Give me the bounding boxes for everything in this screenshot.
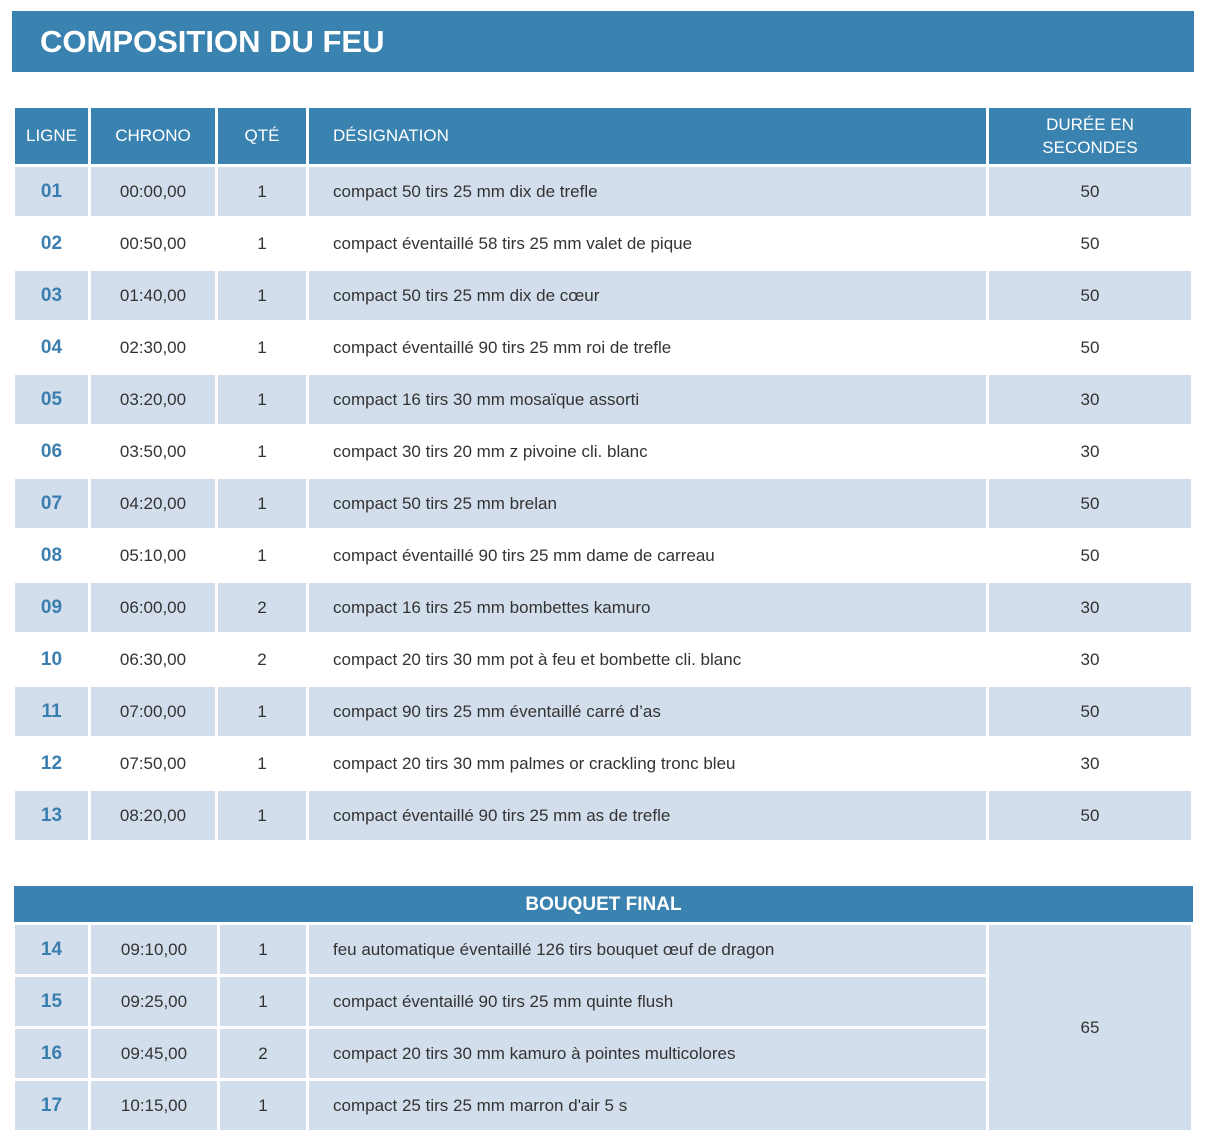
designation-cell: compact 20 tirs 30 mm palmes or crackling tronc bleu [333, 753, 736, 773]
chrono-cell: 04:20,00 [91, 479, 215, 528]
duree-cell: 30 [989, 375, 1191, 424]
designation-cell: feu automatique éventaillé 126 tirs bouquet œuf de dragon [309, 925, 986, 974]
composition-table [12, 105, 1194, 843]
qte-cell: 1 [220, 977, 306, 1026]
table-row [15, 687, 1191, 736]
table-row [15, 427, 1191, 476]
bouquet-final-banner: BOUQUET FINAL [14, 886, 1193, 922]
qte-cell: 1 [218, 167, 306, 216]
table-row [15, 635, 1191, 684]
duree-cell: 50 [989, 271, 1191, 320]
ligne-cell: 16 [15, 1029, 88, 1078]
ligne-cell: 04 [40, 336, 63, 358]
ligne-cell: 03 [15, 271, 88, 320]
chrono-cell: 06:30,00 [119, 649, 187, 669]
duree-cell: 30 [1080, 649, 1100, 669]
duree-cell: 50 [989, 479, 1191, 528]
ligne-cell: 08 [40, 544, 63, 566]
duree-cell: 30 [989, 583, 1191, 632]
table-row [15, 323, 1191, 372]
qte-cell: 1 [218, 479, 306, 528]
table-row [15, 739, 1191, 788]
designation-cell: compact 50 tirs 25 mm dix de cœur [309, 271, 986, 320]
designation-cell: compact éventaillé 90 tirs 25 mm as de trefle [309, 791, 986, 840]
ligne-cell: 01 [15, 167, 88, 216]
chrono-cell: 09:45,00 [91, 1029, 217, 1078]
qte-cell: 2 [257, 649, 267, 669]
chrono-cell: 07:00,00 [91, 687, 215, 736]
table-row [15, 167, 1191, 216]
qte-cell: 1 [220, 925, 306, 974]
designation-cell: compact 20 tirs 30 mm pot à feu et bombette cli. blanc [333, 649, 742, 669]
designation-cell: compact 50 tirs 25 mm brelan [309, 479, 986, 528]
table-row [15, 219, 1191, 268]
qte-cell: 1 [257, 545, 267, 565]
duree-cell: 50 [1080, 233, 1100, 253]
chrono-cell: 03:20,00 [91, 375, 215, 424]
duree-cell: 50 [1080, 545, 1100, 565]
designation-cell: compact 25 tirs 25 mm marron d'air 5 s [309, 1081, 986, 1130]
qte-cell: 1 [218, 791, 306, 840]
qte-cell: 2 [220, 1029, 306, 1078]
ligne-cell: 14 [15, 925, 88, 974]
chrono-cell: 06:00,00 [91, 583, 215, 632]
chrono-cell: 10:15,00 [91, 1081, 217, 1130]
ligne-cell: 07 [15, 479, 88, 528]
table-header [15, 108, 1191, 164]
header-ligne: LIGNE [15, 108, 88, 164]
designation-cell: compact 16 tirs 25 mm bombettes kamuro [309, 583, 986, 632]
duree-cell: 50 [989, 687, 1191, 736]
bouquet-duree-cell: 65 [989, 925, 1191, 1130]
chrono-cell: 03:50,00 [119, 441, 187, 461]
designation-cell: compact 90 tirs 25 mm éventaillé carré d’as [309, 687, 986, 736]
chrono-cell: 02:30,00 [119, 337, 187, 357]
table-row [15, 791, 1191, 840]
designation-cell: compact éventaillé 90 tirs 25 mm dame de carreau [333, 545, 715, 565]
duree-cell: 50 [989, 791, 1191, 840]
qte-cell: 1 [257, 441, 267, 461]
ligne-cell: 17 [15, 1081, 88, 1130]
ligne-cell: 12 [40, 752, 63, 774]
chrono-cell: 08:20,00 [91, 791, 215, 840]
qte-cell: 1 [257, 233, 267, 253]
ligne-cell: 11 [15, 687, 88, 736]
header-duree: DURÉE EN SECONDES [989, 108, 1191, 164]
designation-cell: compact éventaillé 90 tirs 25 mm quinte flush [309, 977, 986, 1026]
page-title: COMPOSITION DU FEU [12, 11, 1194, 72]
ligne-cell: 10 [40, 648, 63, 670]
chrono-cell: 09:25,00 [91, 977, 217, 1026]
qte-cell: 1 [257, 337, 267, 357]
table-row [15, 583, 1191, 632]
qte-cell: 1 [220, 1081, 306, 1130]
duree-cell: 50 [989, 167, 1191, 216]
ligne-cell: 15 [15, 977, 88, 1026]
qte-cell: 1 [218, 375, 306, 424]
table-row [15, 925, 1191, 974]
duree-cell: 30 [1080, 753, 1100, 773]
qte-cell: 1 [218, 687, 306, 736]
designation-cell: compact 16 tirs 30 mm mosaïque assorti [309, 375, 986, 424]
duree-cell: 50 [1080, 337, 1100, 357]
bouquet-final-table [12, 922, 1194, 1133]
chrono-cell: 01:40,00 [91, 271, 215, 320]
qte-cell: 1 [257, 753, 267, 773]
chrono-cell: 09:10,00 [91, 925, 217, 974]
ligne-cell: 09 [15, 583, 88, 632]
qte-cell: 1 [218, 271, 306, 320]
ligne-cell: 02 [40, 232, 63, 254]
ligne-cell: 13 [15, 791, 88, 840]
header-designation: DÉSIGNATION [309, 108, 986, 164]
duree-cell: 30 [1080, 441, 1100, 461]
header-qte: QTÉ [218, 108, 306, 164]
designation-cell: compact 50 tirs 25 mm dix de trefle [309, 167, 986, 216]
table-row [15, 271, 1191, 320]
designation-cell: compact éventaillé 58 tirs 25 mm valet de pique [333, 233, 693, 253]
header-chrono: CHRONO [91, 108, 215, 164]
ligne-cell: 06 [40, 440, 63, 462]
chrono-cell: 00:00,00 [91, 167, 215, 216]
qte-cell: 2 [218, 583, 306, 632]
ligne-cell: 05 [15, 375, 88, 424]
chrono-cell: 00:50,00 [119, 233, 187, 253]
table-row [15, 479, 1191, 528]
table-row [15, 531, 1191, 580]
table-row [15, 375, 1191, 424]
designation-cell: compact 30 tirs 20 mm z pivoine cli. blanc [333, 441, 648, 461]
chrono-cell: 07:50,00 [119, 753, 187, 773]
designation-cell: compact 20 tirs 30 mm kamuro à pointes multicolores [309, 1029, 986, 1078]
chrono-cell: 05:10,00 [119, 545, 187, 565]
designation-cell: compact éventaillé 90 tirs 25 mm roi de trefle [333, 337, 672, 357]
